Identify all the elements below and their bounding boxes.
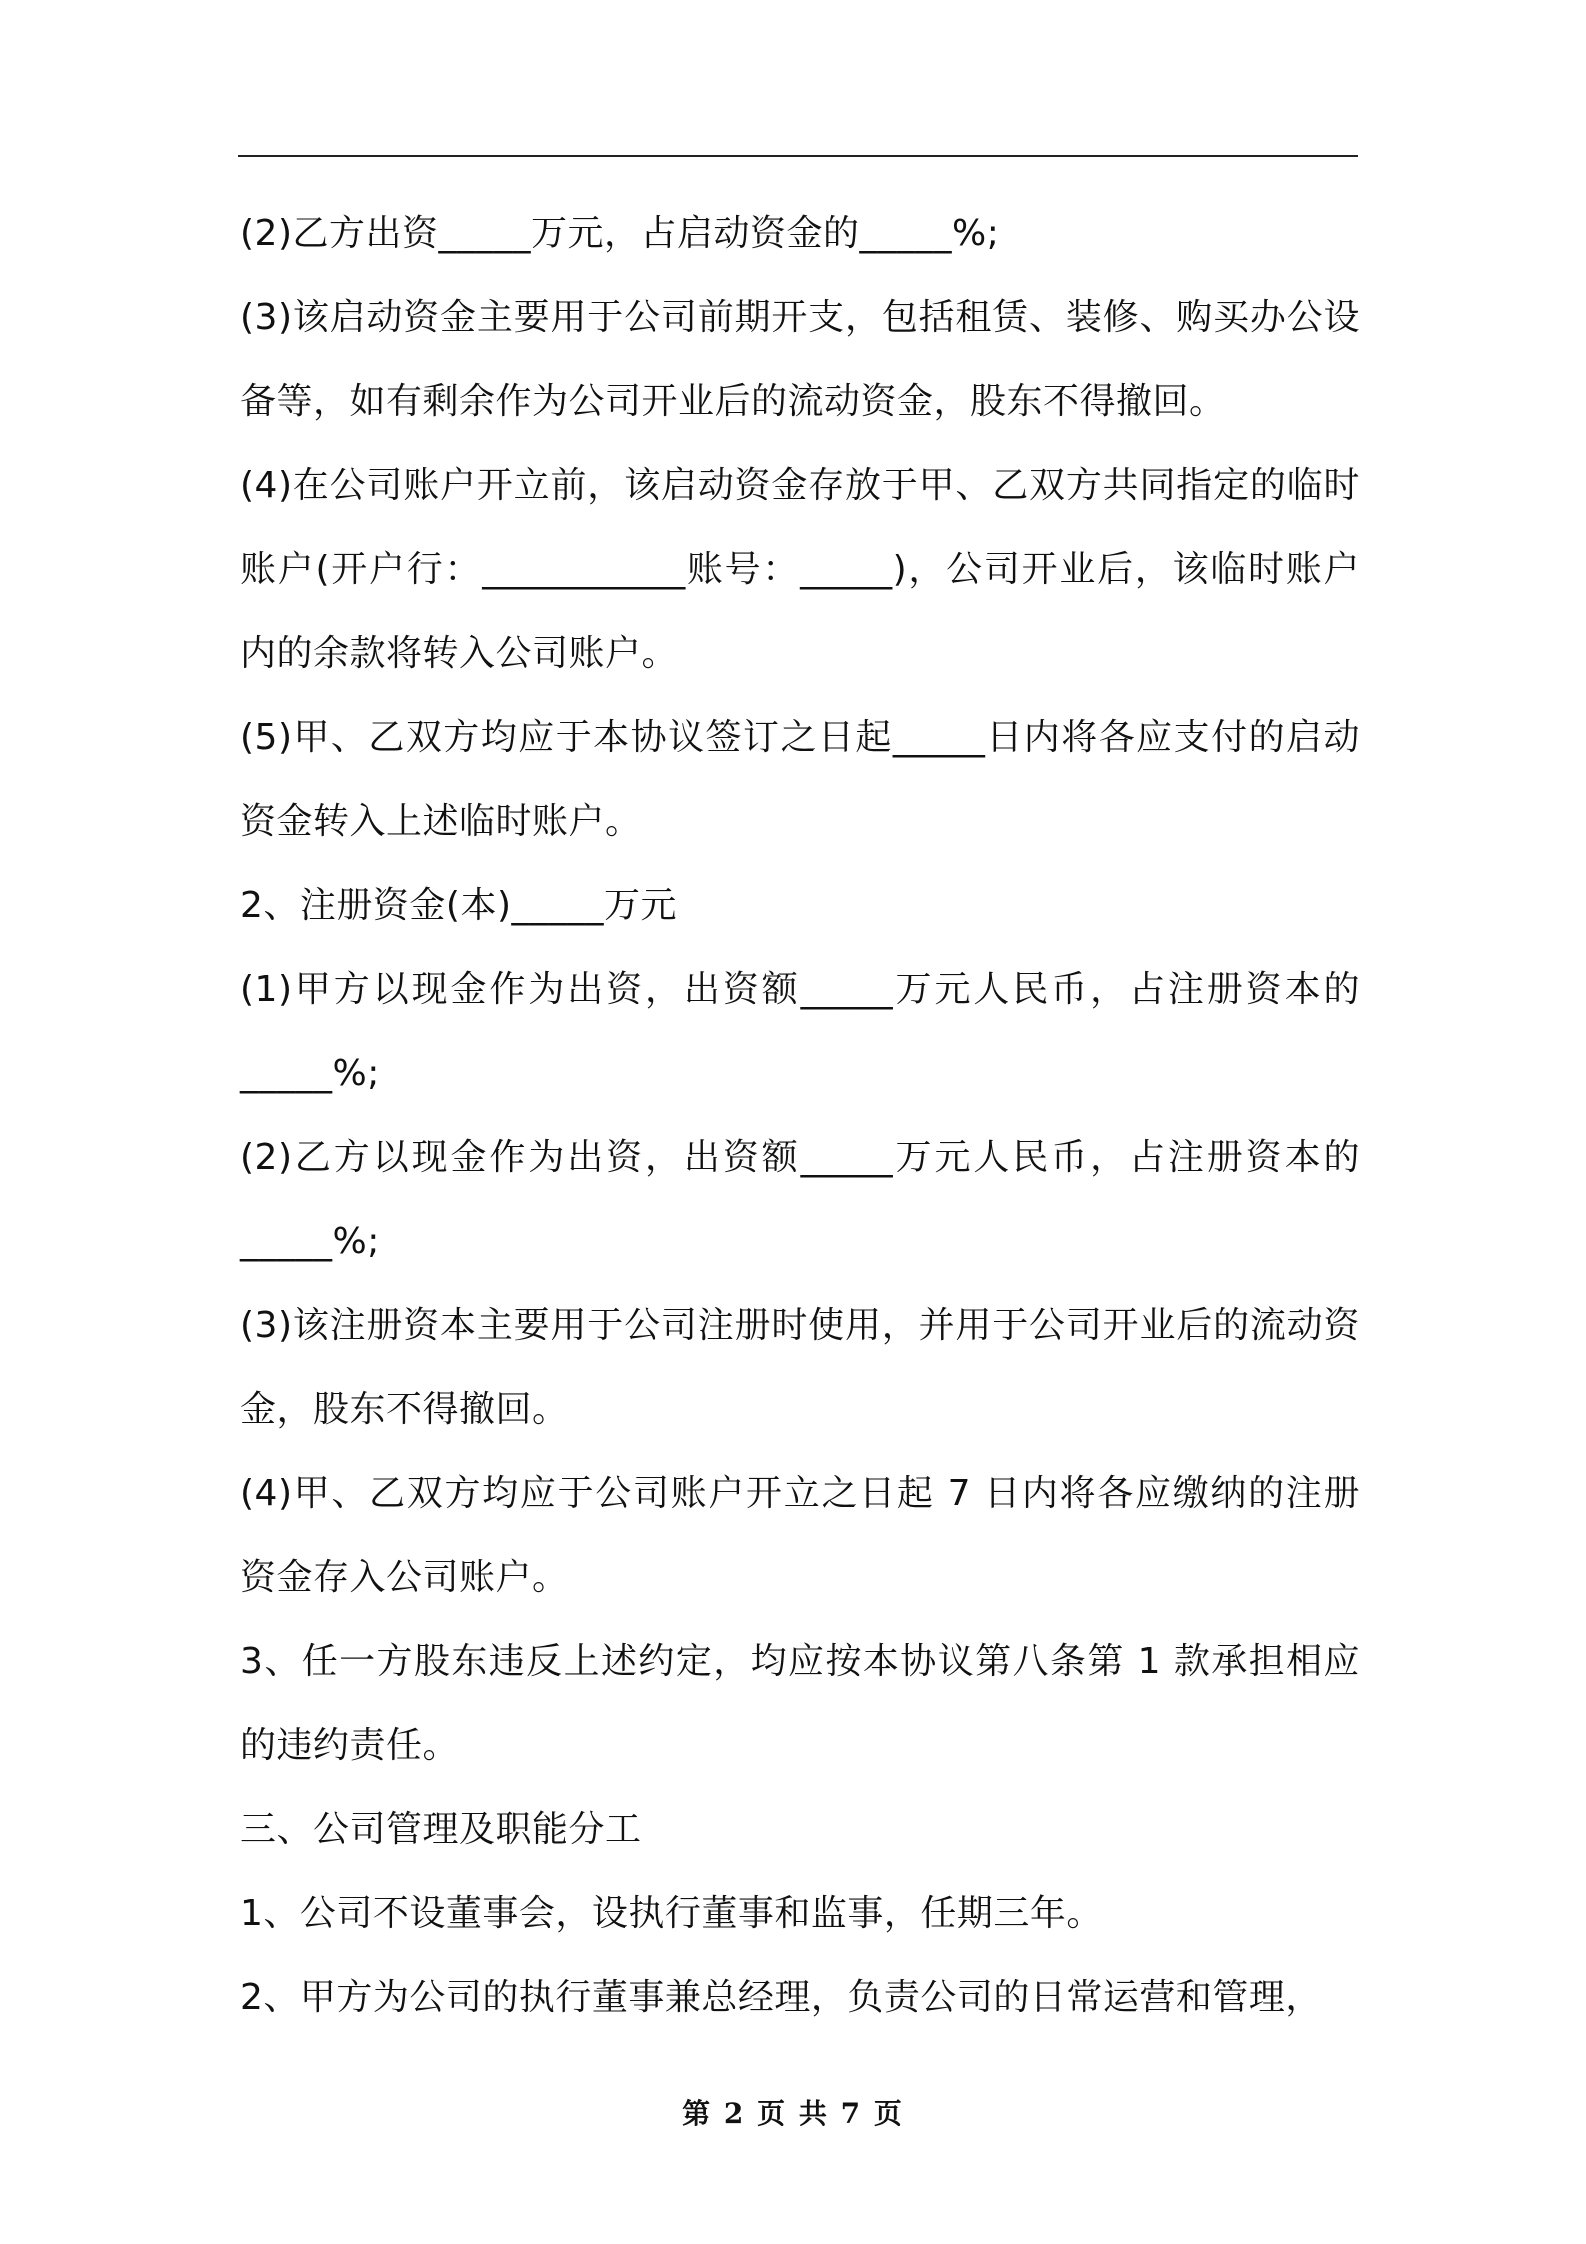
header-rule xyxy=(238,155,1358,157)
page-number-footer: 第 2 页 共 7 页 xyxy=(682,2097,904,2130)
section-heading: 2、注册资金(本)_____万元 xyxy=(240,885,677,926)
paragraph: 1、公司不设董事会，设执行董事和监事，任期三年。 xyxy=(240,1893,1103,1934)
paragraph: (5)甲、乙双方均应于本协议签订之日起_____日内将各应支付的启动资金转入上述临时账户。 xyxy=(240,717,1360,842)
section-heading: 三、公司管理及职能分工 xyxy=(240,1809,642,1850)
paragraph: 3、任一方股东违反上述约定，均应按本协议第八条第 1 款承担相应的违约责任。 xyxy=(240,1641,1360,1766)
paragraph: (3)该启动资金主要用于公司前期开支，包括租赁、装修、购买办公设备等，如有剩余作为公司开业后的流动资金，股东不得撤回。 xyxy=(240,297,1360,422)
paragraph: 2、甲方为公司的执行董事兼总经理，负责公司的日常运营和管理， xyxy=(240,1977,1322,2018)
document-body xyxy=(240,192,1360,2040)
paragraph: (1)甲方以现金作为出资，出资额_____万元人民币，占注册资本的_____%; xyxy=(240,969,1360,1094)
paragraph: (3)该注册资本主要用于公司注册时使用，并用于公司开业后的流动资金，股东不得撤回。 xyxy=(240,1305,1360,1430)
paragraph: (2)乙方出资_____万元，占启动资金的_____%; xyxy=(240,213,1000,254)
paragraph: (2)乙方以现金作为出资，出资额_____万元人民币，占注册资本的_____%; xyxy=(240,1137,1360,1262)
paragraph: (4)甲、乙双方均应于公司账户开立之日起 7 日内将各应缴纳的注册资金存入公司账户。 xyxy=(240,1473,1360,1598)
paragraph: (4)在公司账户开立前，该启动资金存放于甲、乙双方共同指定的临时账户(开户行：___________账号：_____)，公司开业后，该临时账户内的余款将转入公司账户。 xyxy=(240,465,1360,674)
